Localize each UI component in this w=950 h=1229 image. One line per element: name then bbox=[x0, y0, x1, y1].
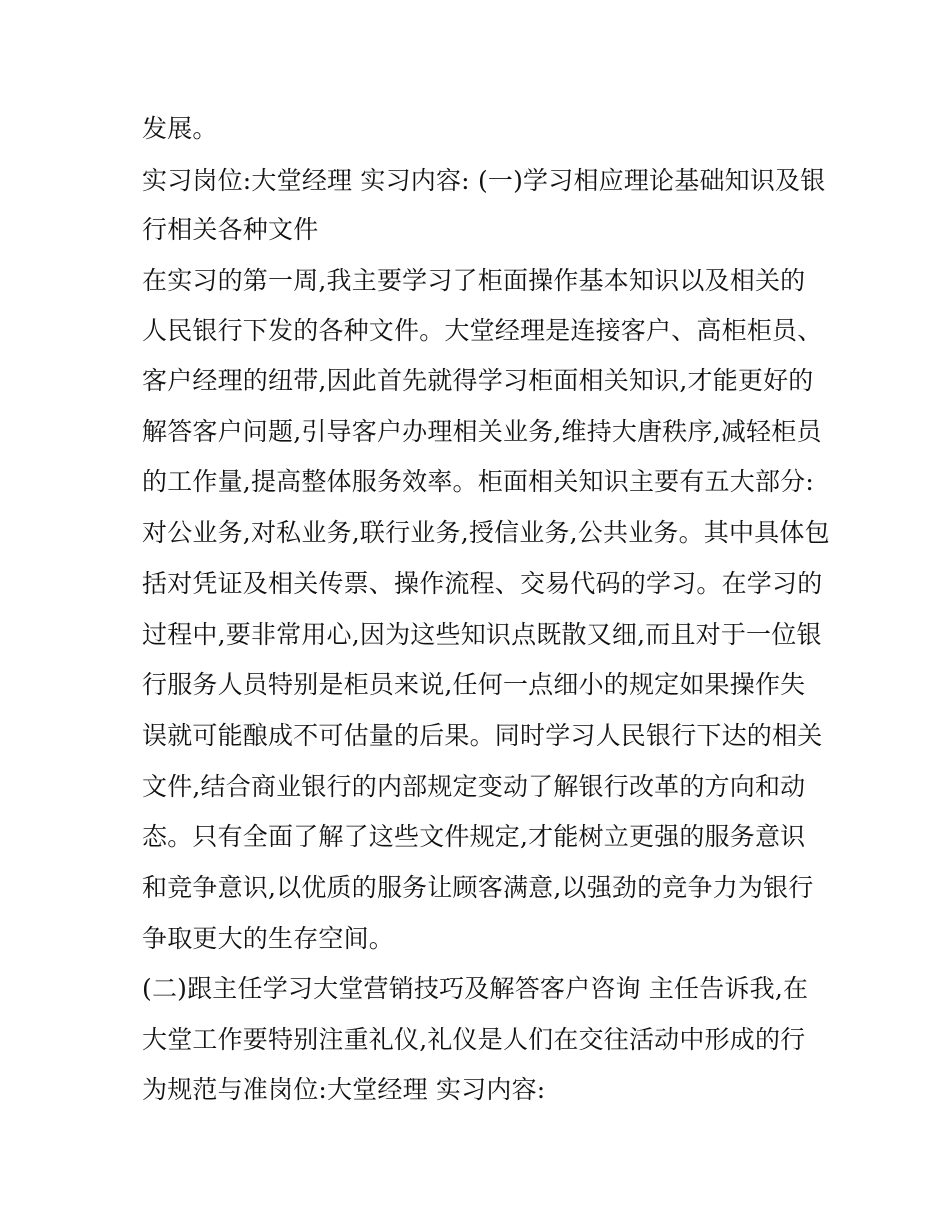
text-line: (二)跟主任学习大堂营销技巧及解答客户咨询 主任告诉我,在 bbox=[142, 974, 809, 1003]
text-line: 括对凭证及相关传票、操作流程、交易代码的学习。在学习的 bbox=[142, 569, 823, 598]
text-line: 实习岗位:大堂经理 实习内容: (一)学习相应理论基础知识及银 bbox=[142, 166, 826, 195]
text-line: 为规范与准岗位:大堂经理 实习内容: bbox=[142, 1075, 546, 1104]
text-line: 解答客户问题,引导客户办理相关业务,维持大唐秩序,减轻柜员 bbox=[142, 417, 822, 446]
text-line: 误就可能酿成不可估量的后果。同时学习人民银行下达的相关 bbox=[142, 721, 823, 750]
text-line: 对公业务,对私业务,联行业务,授信业务,公共业务。其中具体包 bbox=[142, 518, 830, 547]
text-line: 过程中,要非常用心,因为这些知识点既散又细,而且对于一位银 bbox=[142, 620, 822, 649]
text-line: 客户经理的纽带,因此首先就得学习柜面相关知识,才能更好的 bbox=[142, 366, 814, 395]
text-line: 态。只有全面了解了这些文件规定,才能树立更强的服务意识 bbox=[142, 822, 806, 851]
text-line: 的工作量,提高整体服务效率。柜面相关知识主要有五大部分: bbox=[142, 467, 814, 496]
text-line: 行服务人员特别是柜员来说,任何一点细小的规定如果操作失 bbox=[142, 670, 806, 699]
text-line: 在实习的第一周,我主要学习了柜面操作基本知识以及相关的 bbox=[142, 266, 806, 295]
text-line: 人民银行下发的各种文件。大堂经理是连接客户、高柜柜员、 bbox=[142, 316, 823, 345]
text-line: 争取更大的生存空间。 bbox=[142, 924, 395, 953]
text-line: 和竞争意识,以优质的服务让顾客满意,以强劲的竞争力为银行 bbox=[142, 873, 814, 902]
text-line: 大堂工作要特别注重礼仪,礼仪是人们在交往活动中形成的行 bbox=[142, 1025, 806, 1054]
text-line: 文件,结合商业银行的内部规定变动了解银行改革的方向和动 bbox=[142, 772, 806, 801]
text-line: 发展。 bbox=[142, 114, 218, 143]
text-line: 行相关各种文件 bbox=[142, 215, 319, 244]
